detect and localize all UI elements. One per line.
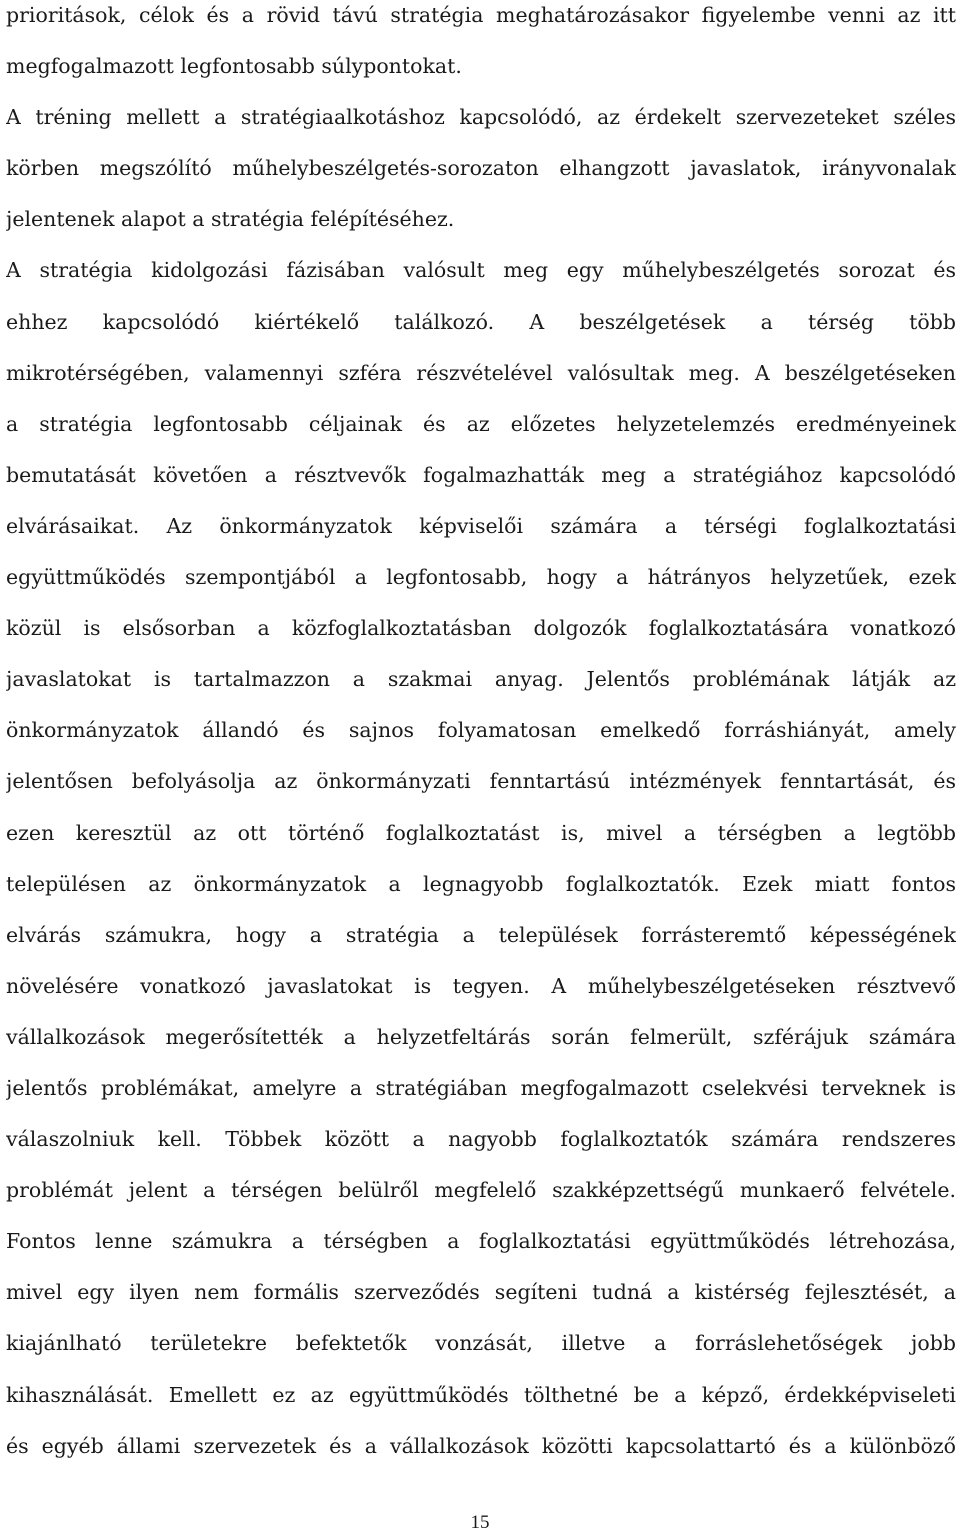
text-line: Fontos lenne számukra a térségben a foglalkoztatási együttműködés létrehozása,	[6, 1229, 956, 1254]
text-line: a stratégia legfontosabb céljainak és az előzetes helyzetelemzés eredményeinek	[6, 411, 956, 436]
text-line: önkormányzatok állandó és sajnos folyamatosan emelkedő forráshiányát, amely	[6, 718, 956, 743]
text-line: ezen keresztül az ott történő foglalkoztatást is, mivel a térségben a legtöbb	[6, 820, 956, 845]
text-line: jelentenek alapot a stratégia felépítéséhez.	[6, 207, 455, 232]
text-line: közül is elsősorban a közfoglalkoztatásban dolgozók foglalkoztatására vonatkozó	[6, 616, 956, 641]
text-line: válaszolniuk kell. Többek között a nagyobb foglalkoztatók számára rendszeres	[6, 1127, 956, 1152]
text-line: településen az önkormányzatok a legnagyobb foglalkoztatók. Ezek miatt fontos	[6, 871, 956, 896]
text-line: jelentősen befolyásolja az önkormányzati fenntartású intézmények fenntartását, és	[6, 769, 956, 794]
body-text	[6, 0, 956, 1472]
text-line: A stratégia kidolgozási fázisában valósult meg egy műhelybeszélgetés sorozat és	[6, 258, 956, 283]
text-line: együttműködés szempontjából a legfontosabb, hogy a hátrányos helyzetűek, ezek	[6, 565, 956, 590]
text-line: körben megszólító műhelybeszélgetés-sorozaton elhangzott javaslatok, irányvonalak	[6, 156, 956, 181]
text-line: ehhez kapcsolódó kiértékelő találkozó. A beszélgetések a térség több	[6, 309, 956, 334]
text-line: megfogalmazott legfontosabb súlypontokat.	[6, 54, 462, 79]
text-line: elvárás számukra, hogy a stratégia a települések forrásteremtő képességének	[6, 922, 956, 947]
text-line: vállalkozások megerősítették a helyzetfeltárás során felmerült, szférájuk számára	[6, 1024, 956, 1049]
text-line: jelentős problémákat, amelyre a stratégiában megfogalmazott cselekvési terveknek is	[6, 1075, 956, 1100]
text-line: problémát jelent a térségen belülről megfelelő szakképzettségű munkaerő felvétele.	[6, 1178, 956, 1203]
text-line: és egyéb állami szervezetek és a vállalkozások közötti kapcsolattartó és a különböző	[6, 1433, 956, 1458]
text-line: mivel egy ilyen nem formális szerveződés segíteni tudná a kistérség fejlesztését, a	[6, 1280, 956, 1305]
text-line: A tréning mellett a stratégiaalkotáshoz kapcsolódó, az érdekelt szervezeteket széles	[6, 105, 956, 130]
text-line: prioritások, célok és a rövid távú stratégia meghatározásakor figyelembe venni az itt	[6, 3, 956, 27]
text-line: elvárásaikat. Az önkormányzatok képviselői számára a térségi foglalkoztatási	[6, 513, 956, 538]
text-line: mikrotérségében, valamennyi szféra részvételével valósultak meg. A beszélgetéseken	[6, 360, 956, 385]
page-number: 15	[470, 1512, 490, 1533]
text-line: bemutatását követően a résztvevők fogalmazhatták meg a stratégiához kapcsolódó	[6, 462, 956, 487]
text-line: javaslatokat is tartalmazzon a szakmai anyag. Jelentős problémának látják az	[6, 667, 956, 692]
text-line: növelésére vonatkozó javaslatokat is tegyen. A műhelybeszélgetéseken résztvevő	[6, 973, 956, 998]
text-line: kiajánlható területekre befektetők vonzását, illetve a forráslehetőségek jobb	[6, 1331, 956, 1356]
text-line: kihasználását. Emellett ez az együttműködés tölthetné be a képző, érdekképviseleti	[6, 1382, 956, 1407]
